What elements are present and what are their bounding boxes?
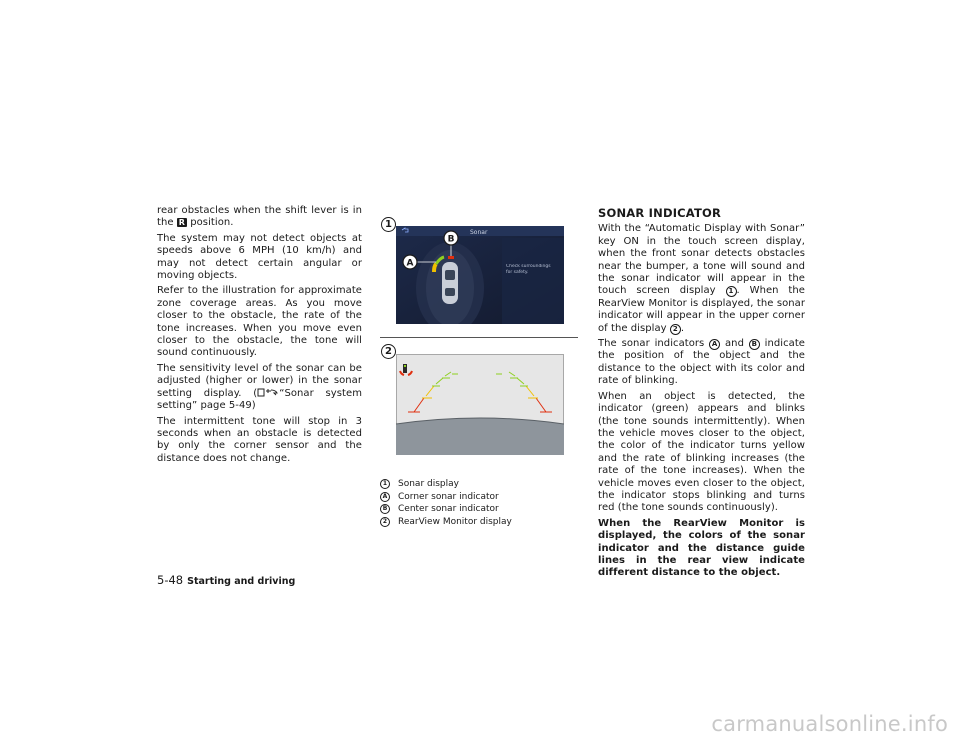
paragraph: The intermittent tone will stop in 3 seconds when an obstacle is detected by only the corner sensor and the distance does not change.	[157, 415, 362, 464]
legend-item: 2 RearView Monitor display	[380, 516, 512, 529]
ref-marker: 2	[670, 324, 681, 335]
figure-divider	[380, 337, 578, 338]
paragraph	[157, 205, 362, 230]
text: position.	[187, 217, 234, 229]
svg-text:B: B	[447, 234, 455, 245]
screen-title: Sonar	[470, 229, 488, 236]
ref-marker: A	[709, 339, 720, 350]
text: The sensitivity level of the sonar can be adjusted (higher or lower) in the sonar setting display. (	[157, 362, 362, 399]
screen-message: Check surroundings for safety.	[506, 264, 551, 275]
right-column	[598, 207, 805, 583]
section-title: SONAR INDICATOR	[598, 206, 722, 220]
gear-r-indicator: R	[178, 218, 186, 228]
ref-marker: 1	[726, 286, 737, 297]
paragraph: The system may not detect objects at speeds above 6 MPH (10 km/h) and may not detect certain angular or moving objects.	[157, 232, 362, 282]
paragraph: With the “Automatic Display with Sonar” key ON in the touch screen display, when the front sonar detects obstacles near the bumper, a tone will sound and the sonar indicator will appear in the touch screen display 1 . When the RearView Monitor is displayed, the sonar indicator will appear in the upper corner of the display 2 .	[598, 223, 805, 334]
vehicle-icon	[442, 262, 458, 304]
legend-item: B Center sonar indicator	[380, 503, 512, 516]
section-name: Starting and driving	[187, 576, 296, 587]
ref-marker: B	[749, 339, 760, 350]
figure-marker-1: 1	[381, 212, 396, 232]
paragraph-bold: When the RearView Monitor is displayed, the colors of the sonar indicator and the distance guide lines in the rear view indicate different distance to the object.	[598, 517, 805, 579]
legend-item: A Corner sonar indicator	[380, 491, 512, 504]
paragraph: The sonar indicators A and B indicate the position of the object and the distance to the object with its color and rate of blinking.	[598, 338, 805, 387]
page-number: 5-48	[157, 573, 184, 587]
svg-text:A: A	[406, 258, 414, 269]
rearview-monitor-figure	[396, 354, 564, 455]
center-sonar-indicator	[448, 256, 454, 259]
bumper	[396, 418, 564, 455]
figure-legend	[380, 478, 512, 528]
paragraph	[157, 363, 362, 413]
paragraph: When an object is detected, the indicator (green) appears and blinks (the tone sounds intermittently). When the vehicle moves closer to the object, the color of the indicator turns yellow and the rate of blinking increases (the rate of the tone increases). When the vehicle moves even closer to the object, the indicator stops blinking and turns red (the tone sounds continuously).	[598, 390, 805, 514]
paragraph: Refer to the illustration for approximate zone coverage areas. As you move closer to the obstacle, the rate of the tone increases. When you move even closer to the obstacle, the tone will sound continuously.	[157, 285, 362, 359]
watermark: carmanualsonline.info	[711, 712, 948, 736]
page-reference-icon	[257, 388, 279, 397]
legend-item: 1 Sonar display	[380, 478, 512, 491]
page-reference-link[interactable]: “Sonar system setting” page 5-49)	[157, 387, 362, 412]
figure-marker-2: 2	[381, 339, 396, 359]
text: rear obstacles when the shift lever is in the	[157, 205, 362, 229]
sonar-display-figure	[396, 226, 564, 324]
corner-sonar-indicator-yellow	[434, 264, 436, 272]
page-footer	[157, 573, 295, 587]
left-column	[157, 205, 362, 468]
